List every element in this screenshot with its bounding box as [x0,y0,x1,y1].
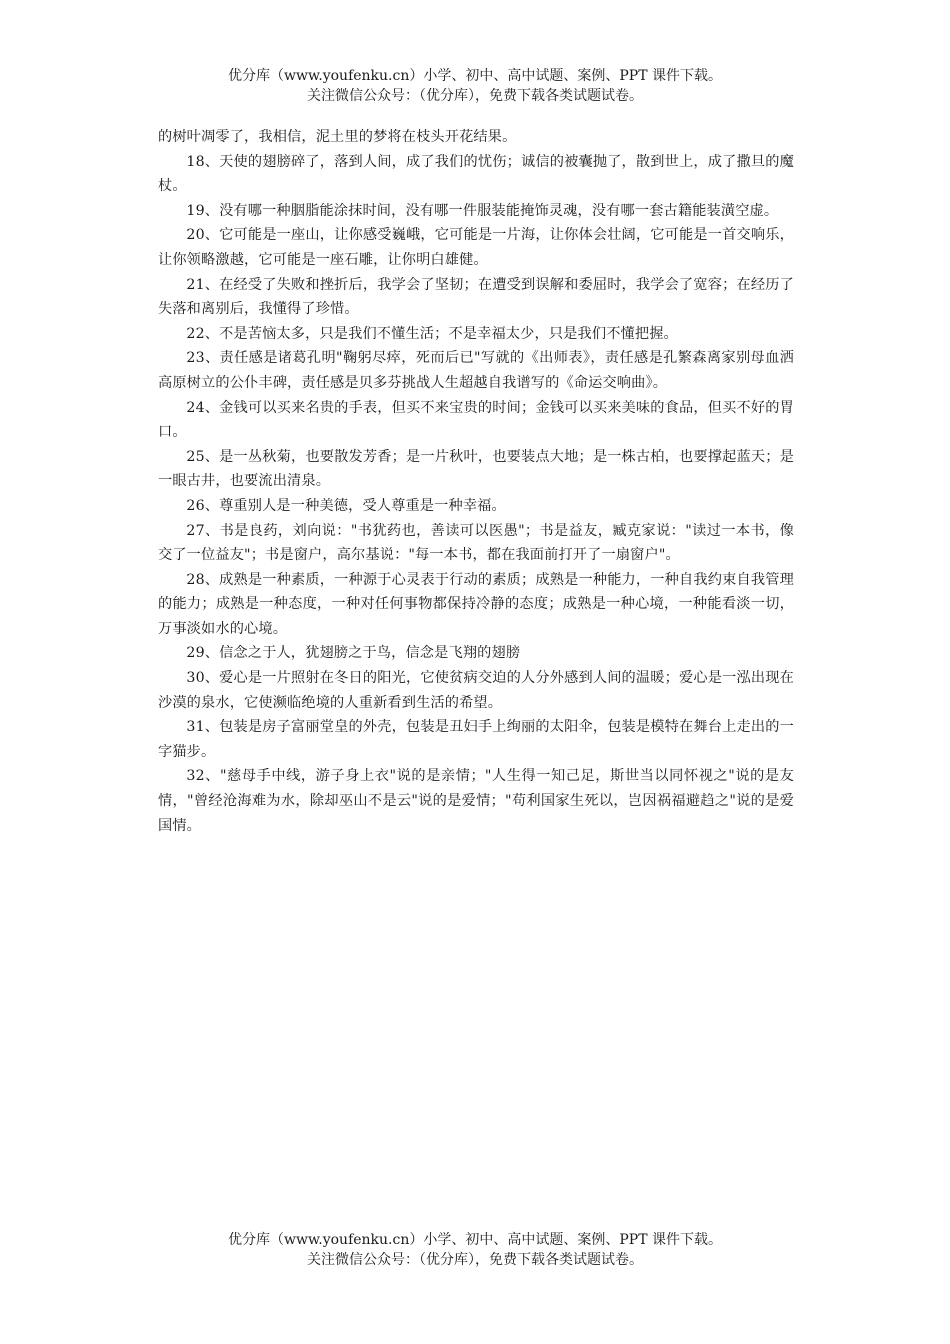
footer-site-line: 优分库（www.youfenku.cn）小学、初中、高中试题、案例、PPT 课件下载。 [227,1232,722,1248]
header-wechat-line: 关注微信公众号：（优分库），免费下载各类试题试卷。 [307,88,643,104]
paragraph-24: 24、金钱可以买来名贵的手表，但买不来宝贵的时间；金钱可以买来美味的食品，但买不好的胃口。 [158,399,794,441]
paragraph-22: 22、不是苦恼太多，只是我们不懂生活；不是幸福太少，只是我们不懂把握。 [186,325,678,342]
paragraph-21: 21、在经受了失败和挫折后，我学会了坚韧；在遭受到误解和委屈时，我学会了宽容；在经历了失落和离别后，我懂得了珍惜。 [158,276,794,318]
paragraph-31: 31、包装是房子富丽堂皇的外壳，包装是丑妇手上绚丽的太阳伞，包装是模特在舞台上走出的一字猫步。 [158,719,794,760]
paragraph-32: 32、"慈母手中线，游子身上衣"说的是亲情；"人生得一知己足，斯世当以同怀视之"说的是友情，"曾经沧海难为水，除却巫山不是云"说的是爱情；"苟利国家生死以，岂因祸福避趋之"说的是爱国情。 [158,768,794,834]
paragraph-18: 18、天使的翅膀碎了，落到人间，成了我们的忧伤；诚信的被囊抛了，散到世上，成了撒旦的魔杖。 [158,153,794,195]
page-header [0,66,950,106]
paragraph-27: 27、书是良药，刘向说："书犹药也，善读可以医愚"；书是益友，臧克家说："读过一本书，像交了一位益友"；书是窗户，高尔基说："每一本书，都在我面前打开了一扇窗户"。 [158,522,794,564]
paragraph-26: 26、尊重别人是一种美德，受人尊重是一种幸福。 [186,497,506,514]
paragraph-28: 28、成熟是一种素质，一种源于心灵表于行动的素质；成熟是一种能力，一种自我约束自我管理的能力；成熟是一种态度，一种对任何事物都保持冷静的态度；成熟是一种心境，一种能看淡一切，万事淡如水的心境。 [158,571,794,637]
paragraph-continuation: 的树叶凋零了，我相信，泥土里的梦将在枝头开花结果。 [158,129,517,145]
document-body [158,125,794,838]
paragraph-19: 19、没有哪一种胭脂能涂抹时间，没有哪一件服装能掩饰灵魂，没有哪一套古籍能装潢空虚。 [186,202,779,219]
footer-wechat-line: 关注微信公众号：（优分库），免费下载各类试题试卷。 [307,1252,643,1268]
paragraph-29: 29、信念之于人，犹翅膀之于鸟，信念是飞翔的翅膀 [186,645,521,662]
header-site-line: 优分库（www.youfenku.cn）小学、初中、高中试题、案例、PPT 课件下载。 [227,68,722,84]
paragraph-30: 30、爱心是一片照射在冬日的阳光，它使贫病交迫的人分外感到人间的温暖；爱心是一泓出现在沙漠的泉水，它使濒临绝境的人重新看到生活的希望。 [158,670,794,711]
paragraph-23: 23、责任感是诸葛孔明"鞠躬尽瘁，死而后已"写就的《出师表》，责任感是孔繁森离家别母血洒高原树立的公仆丰碑，责任感是贝多芬挑战人生超越自我谱写的《命运交响曲》。 [158,350,794,391]
paragraph-25: 25、是一丛秋菊，也要散发芳香；是一片秋叶，也要装点大地；是一株古柏，也要撑起蓝天；是一眼古井，也要流出清泉。 [158,448,794,490]
page-footer [0,1230,950,1270]
paragraph-20: 20、它可能是一座山，让你感受巍峨，它可能是一片海，让你体会壮阔，它可能是一首交响乐，让你领略激越，它可能是一座石雕，让你明白雄健。 [158,227,794,268]
